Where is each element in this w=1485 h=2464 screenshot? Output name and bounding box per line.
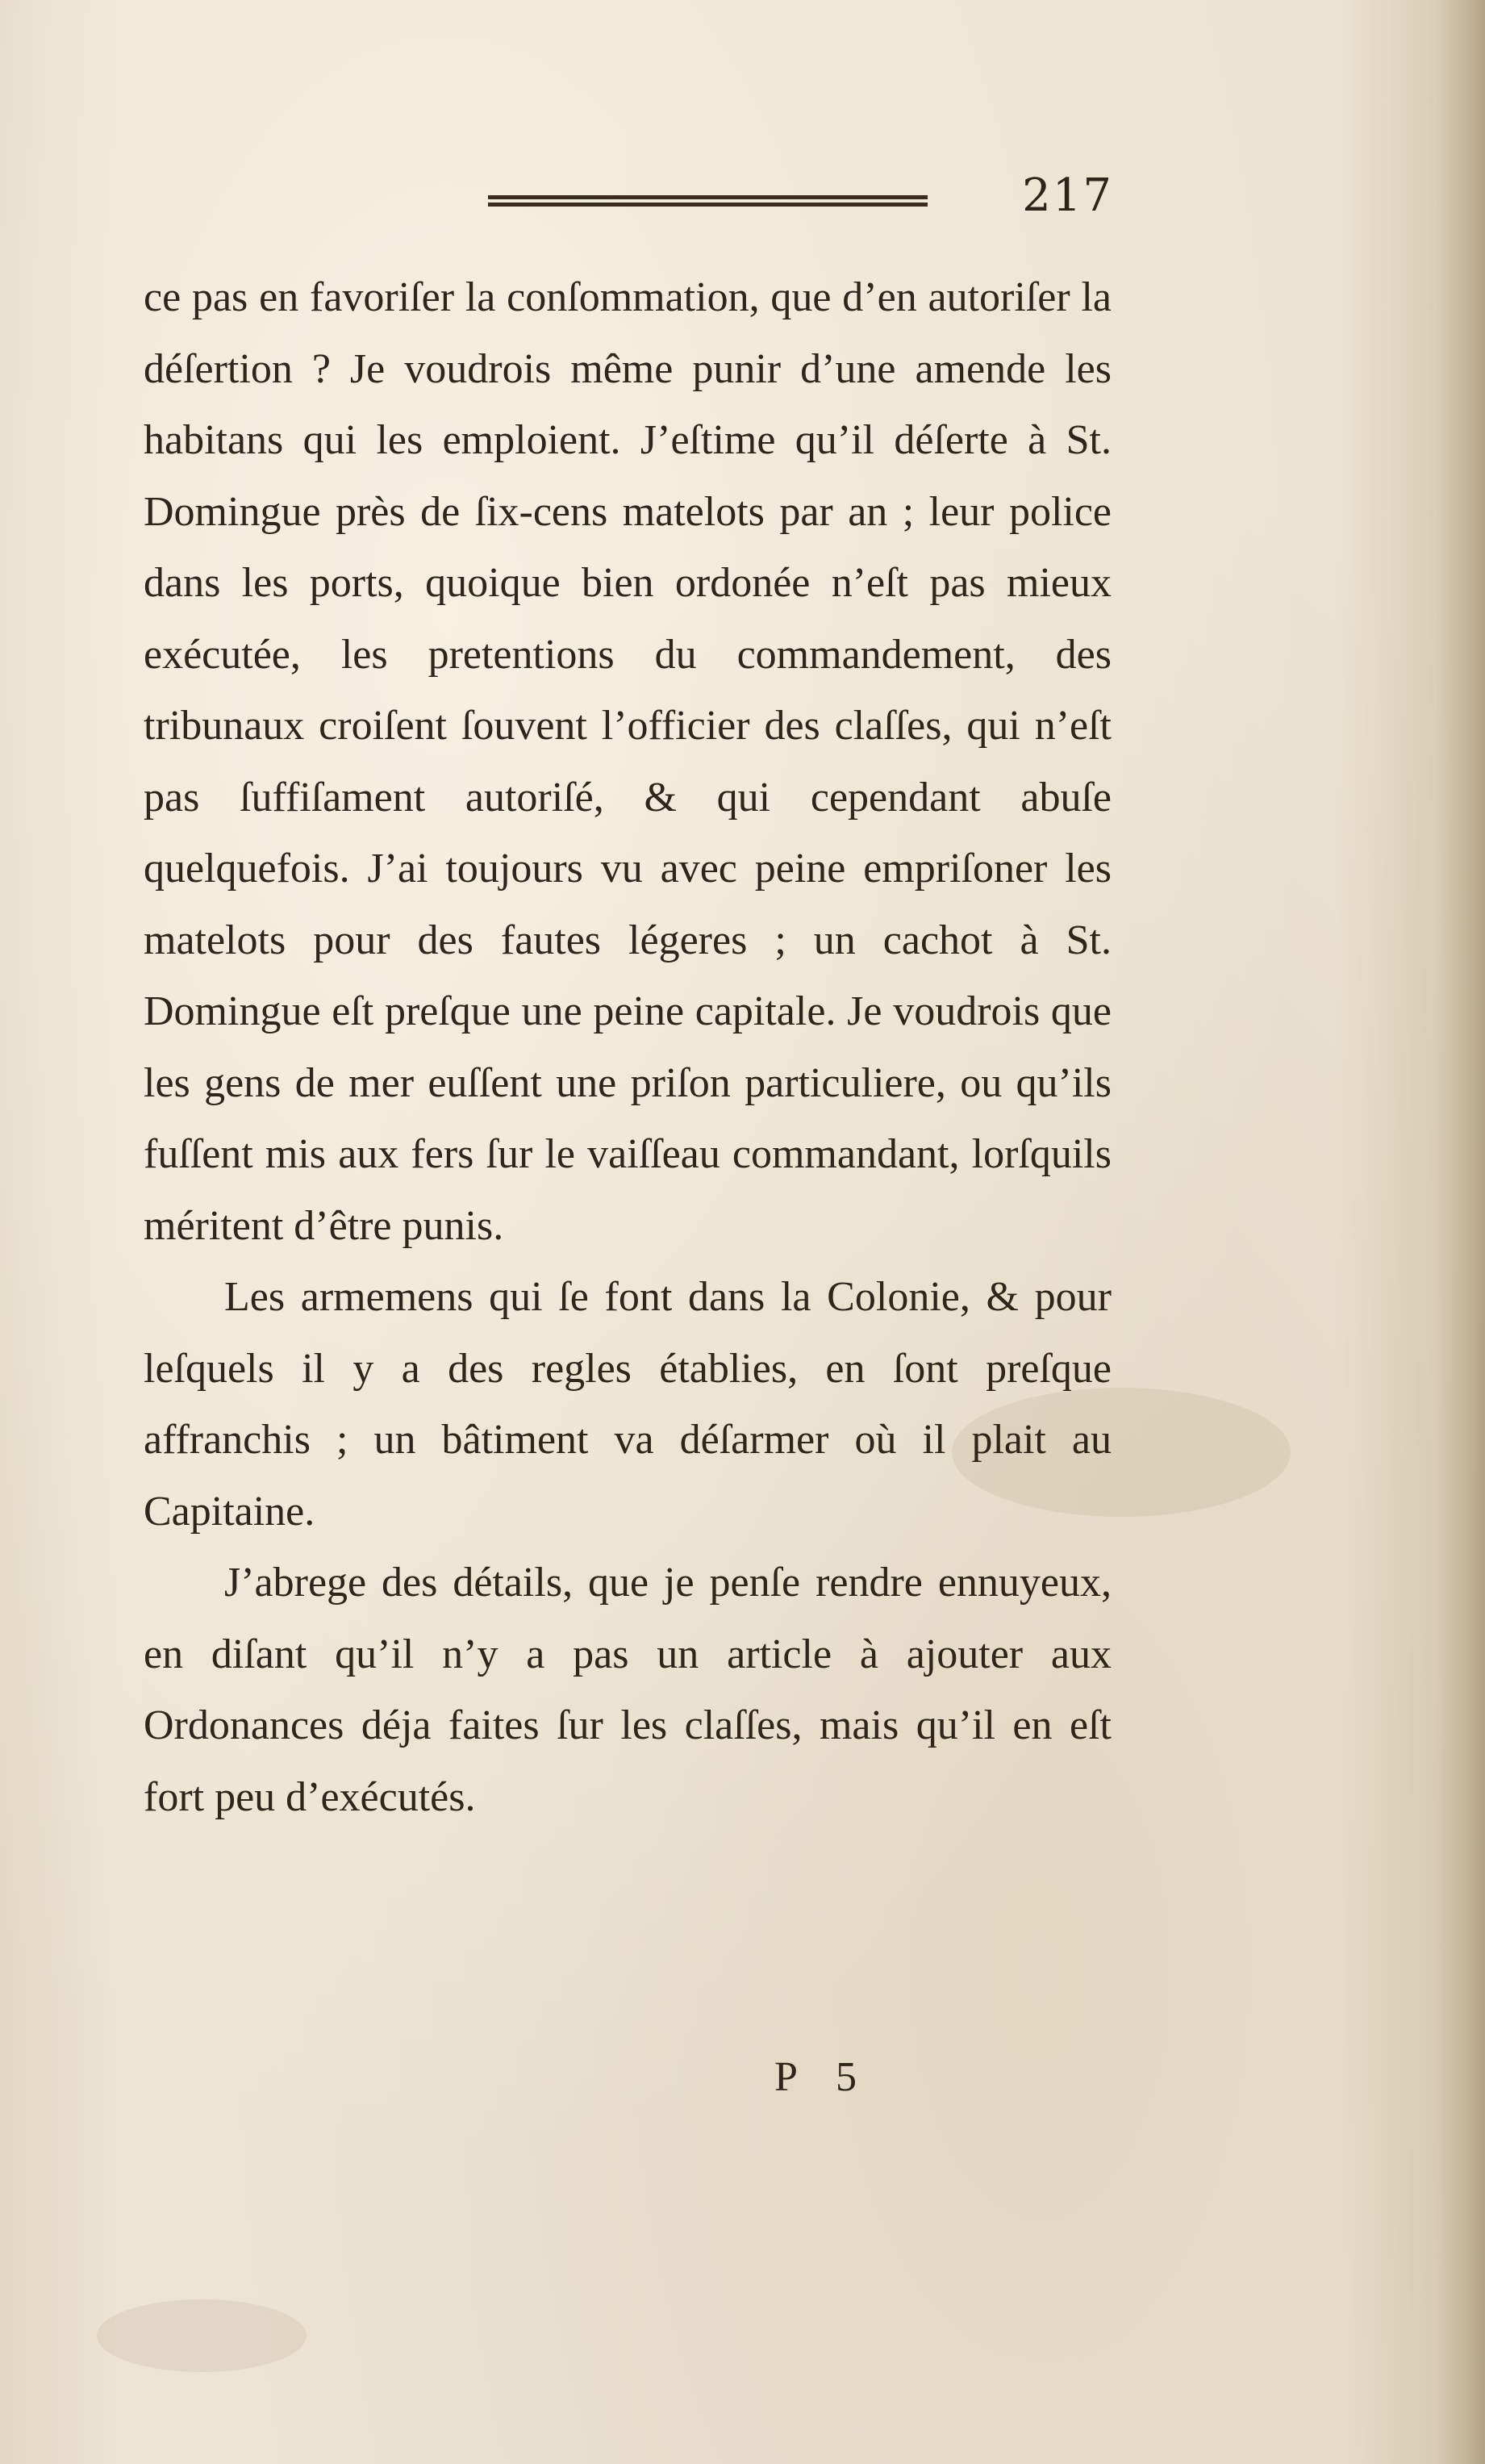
body-text bbox=[144, 262, 1112, 1833]
page-number: 217 bbox=[1022, 169, 1113, 222]
paper-stain bbox=[97, 2299, 307, 2372]
paragraph: J’abrege des détails, que je penſe rendre ennuyeux, en diſant qu’il n’y a pas un article à ajouter aux Ordonances déja faites ſur les claſſes, mais qu’il en eſt fort peu d’exécutés. bbox=[144, 1560, 1112, 1820]
paragraph: ce pas en favoriſer la conſommation, que d’en autoriſer la déſertion ? Je voudrois même punir d’une amende les habitans qui les emploient. J’eſtime qu’il déſerte à St. Domingue près de ſix-cens matelots par an ; leur police dans les ports, quoique bien ordonée n’eſt pas mieux exécutée, les pretentions du commandement, des tribunaux croiſent ſouvent l’officier des claſſes, qui n’eſt pas ſuffiſament autoriſé, & qui cependant abuſe quelquefois. J’ai toujours vu avec peine empriſoner les matelots pour des fautes légeres ; un cachot à St. Domingue eſt preſque une peine capitale. Je voudrois que les gens de mer euſſent une priſon particuliere, ou qu’ils fuſſent mis aux fers ſur le vaiſſeau commandant, lorſquils méritent d’être punis. bbox=[144, 274, 1112, 1249]
page-header bbox=[145, 169, 1113, 242]
header-rule bbox=[488, 195, 928, 207]
paragraph: Les armemens qui ſe font dans la Colonie, & pour leſquels il y a des regles établies, en ſont preſque affranchis ; un bâtiment va déſarmer où il plait au Capitaine. bbox=[144, 1274, 1112, 1535]
signature-mark: P 5 bbox=[774, 2054, 871, 2100]
page-edge-shadow bbox=[1437, 0, 1485, 2464]
